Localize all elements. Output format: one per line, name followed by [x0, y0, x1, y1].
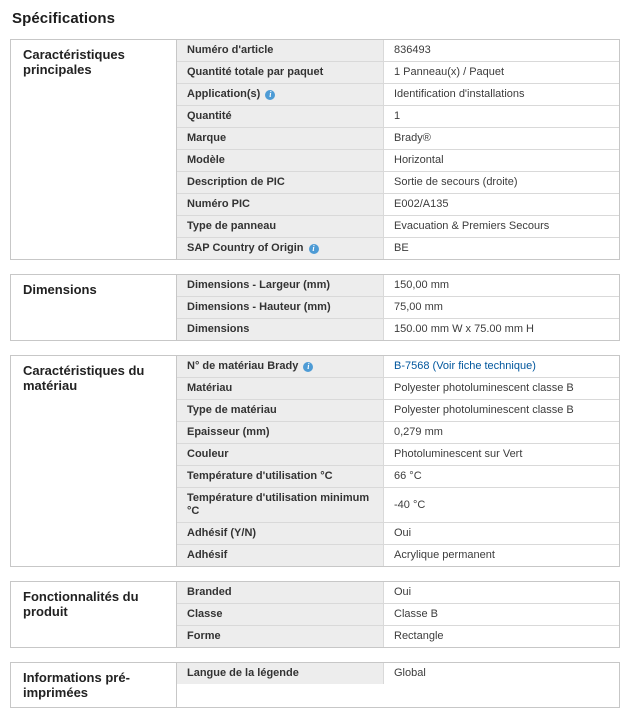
section-title: Caractéristiques du matériau — [11, 356, 177, 566]
spec-label-cell — [177, 319, 384, 340]
spec-value: 0,279 mm — [394, 426, 443, 438]
spec-label-cell — [177, 62, 384, 83]
spec-value: Horizontal — [394, 154, 444, 166]
spec-section — [10, 662, 620, 708]
spec-value-cell — [384, 378, 619, 399]
spec-label-cell — [177, 663, 384, 684]
spec-section — [10, 274, 620, 341]
spec-value-cell — [384, 545, 619, 566]
spec-value: -40 °C — [394, 498, 426, 511]
spec-value-cell — [384, 106, 619, 127]
spec-value-cell — [384, 297, 619, 318]
spec-label-cell — [177, 582, 384, 603]
spec-value: 150.00 mm W x 75.00 mm H — [394, 323, 534, 335]
spec-label: Type de matériau — [187, 404, 277, 416]
spec-label-cell — [177, 466, 384, 487]
spec-label-cell — [177, 545, 384, 566]
section-title: Dimensions — [11, 275, 177, 340]
info-icon[interactable]: i — [265, 90, 275, 100]
spec-value: 1 — [394, 110, 401, 122]
spec-row — [177, 523, 619, 545]
spec-value: Acrylique permanent — [394, 549, 495, 561]
spec-row — [177, 378, 619, 400]
spec-value: Rectangle — [394, 630, 444, 642]
spec-row — [177, 422, 619, 444]
spec-label: Quantité totale par paquet — [187, 66, 324, 78]
spec-label: Dimensions - Hauteur (mm) — [187, 301, 331, 313]
spec-section — [10, 355, 620, 567]
spec-label: Numéro PIC — [187, 198, 250, 210]
spec-label: Matériau — [187, 382, 233, 394]
material-datasheet-link[interactable]: B-7568 (Voir fiche technique) — [394, 360, 536, 372]
spec-value: 75,00 mm — [394, 301, 443, 313]
spec-label: Epaisseur (mm) — [187, 426, 270, 438]
spec-row — [177, 663, 619, 684]
spec-label-cell — [177, 150, 384, 171]
section-rows — [177, 582, 619, 647]
spec-label-cell — [177, 128, 384, 149]
spec-label-cell — [177, 238, 384, 259]
spec-label-cell — [177, 356, 384, 377]
spec-value: 1 Panneau(x) / Paquet — [394, 66, 505, 78]
spec-row — [177, 106, 619, 128]
spec-label: Numéro d'article — [187, 44, 274, 56]
spec-label: Branded — [187, 586, 232, 598]
spec-label: Adhésif (Y/N) — [187, 527, 257, 539]
spec-value: Evacuation & Premiers Secours — [394, 220, 550, 232]
spec-label: Couleur — [187, 448, 229, 460]
spec-value-cell — [384, 523, 619, 544]
spec-label-cell — [177, 488, 384, 522]
spec-label-cell — [177, 106, 384, 127]
spec-value-cell — [384, 626, 619, 647]
spec-label: Marque — [187, 132, 227, 144]
spec-value: Sortie de secours (droite) — [394, 176, 518, 188]
spec-label-cell — [177, 40, 384, 61]
spec-row — [177, 626, 619, 647]
spec-value-cell — [384, 582, 619, 603]
spec-row — [177, 172, 619, 194]
spec-label-cell — [177, 216, 384, 237]
spec-label: Quantité — [187, 110, 232, 122]
spec-section — [10, 39, 620, 260]
spec-label: Adhésif — [187, 549, 228, 561]
spec-label: Classe — [187, 608, 223, 620]
spec-value-cell — [384, 84, 619, 105]
spec-row — [177, 275, 619, 297]
spec-row — [177, 400, 619, 422]
spec-label-cell — [177, 275, 384, 296]
page-title: Spécifications — [12, 10, 116, 27]
spec-value: Global — [394, 667, 426, 679]
spec-row — [177, 488, 619, 523]
spec-label-cell — [177, 626, 384, 647]
spec-label: Dimensions - Largeur (mm) — [187, 279, 331, 291]
spec-label: Modèle — [187, 154, 225, 166]
spec-value: Identification d'installations — [394, 88, 525, 100]
spec-value-cell — [384, 216, 619, 237]
spec-label-cell — [177, 84, 384, 105]
spec-label-cell — [177, 172, 384, 193]
spec-value-cell — [384, 466, 619, 487]
spec-row — [177, 62, 619, 84]
spec-section — [10, 581, 620, 648]
spec-row — [177, 444, 619, 466]
spec-value-cell — [384, 150, 619, 171]
spec-row — [177, 128, 619, 150]
spec-value-cell — [384, 488, 619, 522]
spec-label-cell — [177, 194, 384, 215]
section-title: Caractéristiques principales — [11, 40, 177, 259]
section-title: Informations pré-imprimées — [11, 663, 177, 707]
spec-label: SAP Country of Origin — [187, 242, 304, 254]
spec-label: Langue de la légende — [187, 667, 299, 679]
spec-value: Classe B — [394, 608, 439, 620]
spec-value-cell — [384, 238, 619, 259]
spec-value: E002/A135 — [394, 198, 449, 210]
spec-label: Type de panneau — [187, 220, 277, 232]
spec-row — [177, 150, 619, 172]
spec-value: 66 °C — [394, 470, 422, 482]
spec-sections — [10, 39, 620, 708]
section-rows — [177, 663, 619, 707]
spec-label-cell — [177, 444, 384, 465]
spec-label-cell — [177, 523, 384, 544]
spec-row — [177, 238, 619, 259]
spec-value-cell — [384, 275, 619, 296]
spec-value-cell — [384, 62, 619, 83]
spec-row — [177, 216, 619, 238]
spec-label: Application(s) — [187, 88, 261, 100]
spec-value-cell — [384, 604, 619, 625]
spec-value: Oui — [394, 586, 412, 598]
spec-row — [177, 319, 619, 340]
spec-row — [177, 545, 619, 566]
spec-value-cell — [384, 444, 619, 465]
spec-value: 836493 — [394, 44, 431, 56]
spec-value-cell — [384, 663, 619, 684]
spec-value: BE — [394, 242, 409, 254]
spec-value-cell — [384, 356, 619, 377]
section-rows — [177, 40, 619, 259]
spec-value-cell — [384, 172, 619, 193]
spec-label-cell — [177, 604, 384, 625]
section-rows — [177, 356, 619, 566]
spec-value: 150,00 mm — [394, 279, 450, 291]
spec-value: Photoluminescent sur Vert — [394, 448, 523, 460]
spec-value: Oui — [394, 527, 412, 539]
spec-row — [177, 84, 619, 106]
section-rows — [177, 275, 619, 340]
spec-row — [177, 604, 619, 626]
spec-label: Description de PIC — [187, 176, 285, 188]
spec-label-cell — [177, 400, 384, 421]
spec-value-cell — [384, 128, 619, 149]
spec-label: Température d'utilisation minimum °C — [187, 492, 370, 517]
spec-row — [177, 40, 619, 62]
spec-label: Forme — [187, 630, 221, 642]
spec-value-cell — [384, 319, 619, 340]
spec-label-cell — [177, 378, 384, 399]
spec-label-cell — [177, 422, 384, 443]
spec-label: N° de matériau Brady — [187, 360, 299, 372]
spec-label: Température d'utilisation °C — [187, 470, 333, 482]
info-icon[interactable]: i — [309, 244, 319, 254]
spec-label: Dimensions — [187, 323, 250, 335]
spec-value-cell — [384, 422, 619, 443]
spec-row — [177, 297, 619, 319]
spec-row — [177, 356, 619, 378]
spec-value: Polyester photoluminescent classe B — [394, 404, 574, 416]
spec-value: Polyester photoluminescent classe B — [394, 382, 574, 394]
spec-row — [177, 466, 619, 488]
spec-value-cell — [384, 40, 619, 61]
section-title: Fonctionnalités du produit — [11, 582, 177, 647]
spec-label-cell — [177, 297, 384, 318]
spec-row — [177, 582, 619, 604]
spec-value-cell — [384, 194, 619, 215]
spec-row — [177, 194, 619, 216]
info-icon[interactable]: i — [303, 362, 313, 372]
spec-value: Brady® — [394, 132, 431, 144]
spec-value-cell — [384, 400, 619, 421]
